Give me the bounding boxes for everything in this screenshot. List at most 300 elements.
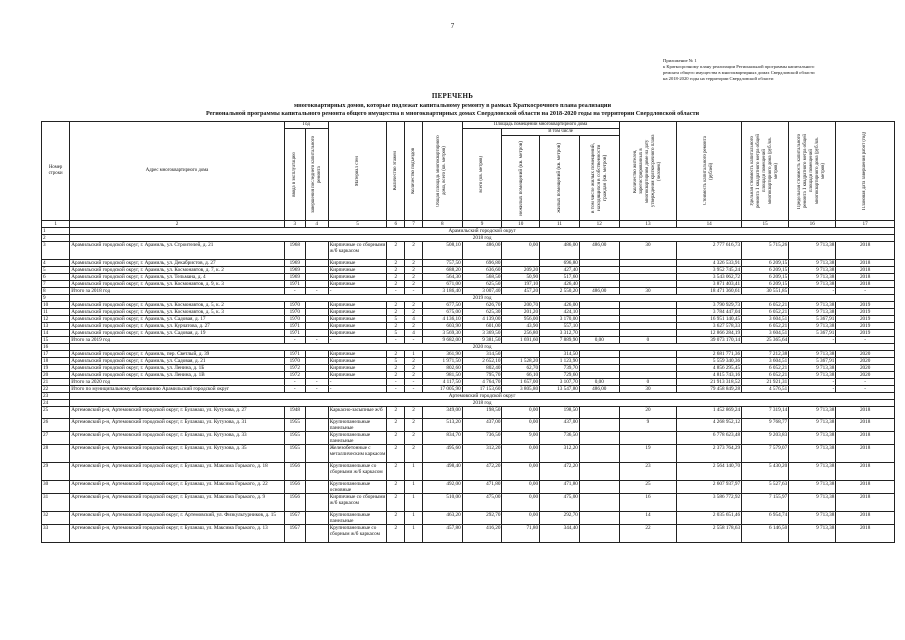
table-cell: 2 035 651,46 [677,512,742,525]
table-cell: 3 170,00 [540,316,580,323]
header-cost: Стоимость капитального ремонта (рублей) [703,136,715,206]
table-cell: Кирпичные со сборными ж/б каркасом [328,494,387,512]
table-cell: - [284,337,305,344]
table-cell: 6 954,74 [742,512,789,525]
document-subtitle: многоквартирных домов, которые подлежат капитальному ремонту в рамках Краткосрочного плана реализации [293,102,612,109]
table-cell: 79 458 849,28 [677,386,742,393]
table-cell: 2 [405,372,423,379]
header-premises-total: всего (кв. метров) [479,156,485,193]
document-title: ПЕРЕЧЕНЬ [431,92,474,100]
table-cell: 457,20 [502,288,540,295]
table-cell [305,525,328,543]
table-cell: 292,70 [540,512,580,525]
table-cell: 2 [405,274,423,281]
table-cell: 426,00 [540,302,580,309]
table-cell [579,267,619,274]
table-cell: 9 713,38 [789,351,836,358]
table-cell [579,260,619,267]
table-cell: 736,50 [462,432,502,445]
header-entrances: Количество подъездов [410,148,416,194]
table-cell [579,365,619,372]
table-cell: 625,50 [462,281,502,288]
table-cell: 1 452 869,24 [677,407,742,419]
table-cell: Кирпичные [328,372,387,379]
address-cell: Арамильский городской округ, г. Арамиль, ул. Садовая, д. 19 [70,330,285,337]
table-cell: 688,20 [422,267,462,274]
table-cell: 636,60 [462,267,502,274]
row-number: 27 [42,432,70,445]
row-number: 15 [42,337,70,344]
table-cell: - [328,337,387,344]
table-cell: 4 326 533,91 [677,260,742,267]
table-cell: 2 [387,309,405,316]
table-cell: 9 713,38 [789,372,836,379]
table-row [42,407,895,419]
table-cell [305,274,328,281]
section-row [42,400,895,407]
header-floors: Количество этажей [392,151,398,191]
table-cell: 1969 [284,267,305,274]
table-cell [579,330,619,337]
table-cell: 1970 [284,358,305,365]
table-cell: 16 951 140,45 [677,316,742,323]
table-cell: 2019 [836,316,895,323]
address-cell: Арамильский городской округ, г. Арамиль, ул. Ленина, д. 1В [70,372,285,379]
table-cell: 6 052,21 [742,323,789,330]
table-cell [502,351,540,358]
table-cell: 25 365,64 [742,337,789,344]
table-cell: 9 713,38 [789,525,836,543]
section-title: 2018 год [70,400,895,407]
table-cell [579,358,619,365]
document-title-block [0,92,905,117]
table-cell: 25 [619,481,677,494]
section-title: Арамильский городской округ [70,228,895,235]
table-cell [305,419,328,432]
table-row [42,302,895,309]
table-cell: Кирпичные [328,274,387,281]
table-cell: 30 [619,288,677,295]
table-cell: 12 866 284,19 [677,330,742,337]
table-cell: 1 [405,351,423,358]
table-cell [619,372,677,379]
address-cell: Артемовский р-н, Артемовский городской округ, г. Буланаш, ул. Кутузова, д. 31 [70,419,285,432]
table-cell: - [836,379,895,386]
table-cell: 9 [619,419,677,432]
table-row [42,351,895,358]
table-cell: 314,50 [462,351,502,358]
table-cell: 471,80 [462,481,502,494]
row-number: 14 [42,330,70,337]
table-cell: Кирпичные [328,302,387,309]
address-cell: Итого за 2018 год [70,288,285,295]
table-cell: Кирпичные [328,323,387,330]
address-cell: Артемовский р-н, Артемовский городской округ, г. Буланаш, ул. Максима Горького, д. 18 [70,463,285,481]
appendix-line: на 2018-2020 годы на территории Свердловской области [663,76,774,81]
table-cell: 1955 [284,419,305,432]
appendix-note [663,58,893,82]
table-cell: 1956 [284,494,305,512]
column-number: 4 [305,221,328,228]
address-cell: Арамильский городской округ, г. Арамиль, ул. Ленина, д. 1Б [70,365,285,372]
table-cell: 1 [405,525,423,543]
table-cell: 4 117,50 [422,379,462,386]
table-cell: 795,70 [462,372,502,379]
table-cell: 17 005,90 [422,386,462,393]
table-cell: 1969 [284,260,305,267]
table-cell [305,351,328,358]
table-cell: 1970 [284,309,305,316]
table-cell: 564,30 [422,274,462,281]
column-number: 14 [677,221,742,228]
table-cell: 2 777 616,73 [677,242,742,260]
table-cell: 21 921,31 [742,379,789,386]
address-cell: Артемовский р-н, Артемовский городской округ, г. Буланаш, ул. Максима Горького, д. 13 [70,525,285,543]
table-cell: 475,00 [462,494,502,512]
table-row [42,288,895,295]
column-number: 11 [540,221,580,228]
table-cell: 6 778 623,48 [677,432,742,445]
table-cell: 2018 [836,494,895,512]
row-number: 17 [42,351,70,358]
table-row [42,463,895,481]
table-cell: 1 971,50 [422,358,462,365]
table-cell: 5 430,20 [742,463,789,481]
address-cell: Арамильский городской округ, г. Арамиль, ул. Декабристов, д. 27 [70,260,285,267]
table-cell: 802,40 [462,365,502,372]
table-cell: - [836,337,895,344]
table-cell: 463,20 [422,512,462,525]
table-cell: 9 713,38 [789,494,836,512]
table-cell: 0,00 [502,512,540,525]
table-cell: 2 [387,432,405,445]
table-cell: 9 713,38 [789,267,836,274]
table-row [42,242,895,260]
address-cell: Арамильский городской округ, г. Арамиль, ул. Космонавтов, д. 7, к. 2 [70,267,285,274]
table-row [42,309,895,316]
table-cell [305,323,328,330]
table-cell: 2 681 771,36 [677,351,742,358]
table-cell [579,302,619,309]
table-cell: 2 [387,260,405,267]
table-cell [305,267,328,274]
table-cell: 671,00 [422,281,462,288]
table-row [42,481,895,494]
table-cell: - [789,379,836,386]
table-cell: 39 073 170,14 [677,337,742,344]
column-number: 16 [789,221,836,228]
table-cell: - [284,379,305,386]
table-cell [305,316,328,323]
table-cell: 601,00 [462,323,502,330]
table-cell: 3 627 578,33 [677,323,742,330]
table-cell: 1 [405,512,423,525]
table-cell: 424,10 [540,309,580,316]
table-cell [305,302,328,309]
table-cell: - [328,386,387,393]
table-cell: 2 [387,323,405,330]
table-cell: 2020 [836,351,895,358]
table-cell: 7 212,38 [742,351,789,358]
table-cell: 2018 [836,445,895,463]
column-number: 1 [42,221,70,228]
row-number: 19 [42,365,70,372]
table-cell: 508,10 [422,242,462,260]
table-cell: 834,70 [422,432,462,445]
houses-table [41,121,895,543]
table-row [42,419,895,432]
table-cell: 5 367,91 [789,358,836,365]
table-cell [502,260,540,267]
table-cell: 486,00 [462,242,502,260]
table-cell: 7 889,90 [540,337,580,344]
table-cell: 3 784 447,04 [677,309,742,316]
column-number: 7 [405,221,423,228]
table-cell: 9 713,38 [789,481,836,494]
table-cell: Крупнопанельные панельные [328,419,387,432]
address-cell: Арамильский городской округ, г. Арамиль, пер. Светлый, д. 39 [70,351,285,358]
table-cell: 1968 [284,242,305,260]
table-cell: 486,00 [579,242,619,260]
address-cell: Итого за 2020 год [70,379,285,386]
table-cell: Кирпичные [328,358,387,365]
table-cell: 6 209,15 [742,274,789,281]
table-cell: 5 527,63 [742,481,789,494]
table-cell: 2 [387,445,405,463]
table-cell: 4 136,10 [422,316,462,323]
table-cell: 1955 [284,432,305,445]
table-cell: 4 [405,316,423,323]
row-number: 6 [42,274,70,281]
table-cell: 1948 [284,407,305,419]
table-cell: 30 [619,242,677,260]
row-number: 30 [42,481,70,494]
table-cell: 9 713,38 [789,242,836,260]
column-number: 6 [387,221,405,228]
table-cell: 20 [619,407,677,419]
table-cell: 677,50 [422,302,462,309]
table-cell [305,309,328,316]
row-number: 5 [42,267,70,274]
column-number: 9 [462,221,502,228]
table-cell: 2 [405,365,423,372]
table-cell: 4 576,51 [742,386,789,393]
table-cell: 557,10 [540,323,580,330]
table-cell: 3 569,30 [422,330,462,337]
address-cell: Арамильский городской округ, г. Арамиль, ул. Космонавтов, д. 5, к. 2 [70,302,285,309]
document-subtitle-2: Региональной программы капитального ремонта общего имущества в многоквартирных домах Свердловской области на 2018-2020 годы на территории Свердловской области [205,110,700,117]
table-cell: 736,50 [540,432,580,445]
table-cell: Кирпичные [328,330,387,337]
table-cell: 2 [387,372,405,379]
table-cell: 2018 [836,432,895,445]
table-cell: Кирпичные [328,365,387,372]
table-cell: 2019 [836,302,895,309]
row-number: 18 [42,358,70,365]
table-cell [619,351,677,358]
row-number: 8 [42,288,70,295]
table-cell: 198,50 [540,407,580,419]
header-nonresidential: нежилых помещений (кв. метров) [517,140,524,216]
table-cell: 568,50 [462,274,502,281]
address-cell: Артемовский р-н, Артемовский городской округ, г. Артемовский, ул. Физкультурников, д. 15 [70,512,285,525]
table-cell: 50,90 [502,274,540,281]
table-cell: 2 [405,302,423,309]
table-cell: 498,40 [422,463,462,481]
table-cell: 19 [619,445,677,463]
table-cell: 2 550,20 [540,288,580,295]
table-cell: 0,00 [502,445,540,463]
table-cell [579,274,619,281]
table-cell: - [405,288,423,295]
row-number: 31 [42,494,70,512]
row-number: 25 [42,407,70,419]
column-number: 5 [328,221,387,228]
table-cell: - [836,288,895,295]
row-number: 28 [42,445,70,463]
table-cell: 9 713,38 [789,281,836,288]
table-cell: 2018 [836,419,895,432]
table-cell: 4 764,70 [462,379,502,386]
table-cell: Кирпичные [328,260,387,267]
table-cell: 344,40 [540,525,580,543]
table-cell: 62,70 [502,365,540,372]
header-address: Адрес многоквартирного дома [70,122,285,221]
table-cell: 209,20 [502,267,540,274]
table-row [42,386,895,393]
table-cell: 437,00 [462,419,502,432]
table-cell: 437,00 [540,419,580,432]
section-row [42,295,895,302]
table-cell: 23 [619,463,677,481]
table-cell: 486,00 [579,386,619,393]
row-number: 12 [42,316,70,323]
table-cell: 2018 [836,281,895,288]
row-number: 20 [42,372,70,379]
table-cell: 1971 [284,330,305,337]
table-cell: 625,30 [462,309,502,316]
column-number: 13 [619,221,677,228]
table-cell: 2019 [836,323,895,330]
address-cell: Итого по муниципальному образованию Арамильский городской округ [70,386,285,393]
section-row [42,344,895,351]
column-number: 3 [284,221,305,228]
table-cell: 3 586 772,92 [677,494,742,512]
column-numbers-row [42,221,895,228]
table-cell: 1972 [284,372,305,379]
row-number: 22 [42,386,70,393]
table-cell: 312,20 [462,445,502,463]
table-cell: 4 268 952,12 [677,419,742,432]
address-cell: Артемовский р-н, Артемовский городской округ, г. Буланаш, ул. Кутузова, д. 33 [70,432,285,445]
table-cell: 0,00 [579,337,619,344]
table-cell: - [789,288,836,295]
table-cell: 200,70 [502,302,540,309]
table-cell [619,316,677,323]
section-title: Артемовский городской округ [70,393,895,400]
table-cell: 2 [405,323,423,330]
table-cell: - [305,386,328,393]
table-body [42,228,895,543]
table-cell: Крупнопанельные панельные [328,432,387,445]
table-row [42,323,895,330]
table-cell: 3 312,70 [540,330,580,337]
header-including: В том числе [502,129,619,136]
table-cell: 2020 [836,365,895,372]
table-cell: 0 [619,337,677,344]
table-cell: 1 123,90 [540,358,580,365]
table-cell: 2 [405,242,423,260]
address-cell: Арамильский городской округ, г. Арамиль, ул. Садовая, д. 17 [70,316,285,323]
table-cell: 312,20 [540,445,580,463]
table-cell [305,445,328,463]
table-cell: Крупнопанельные со сборными ж/б каркасом [328,463,387,481]
header-residents: Количество жителей, зарегистрированных в многоквартирном доме на дату утверждения краткосрочного плана (человек) [632,134,662,208]
header-num: Номер строки [42,122,70,221]
table-cell: 43,90 [502,323,540,330]
table-cell [619,309,677,316]
table-cell: 603,90 [422,323,462,330]
table-cell: 0,00 [502,481,540,494]
table-cell [579,463,619,481]
table-cell: - [836,386,895,393]
table-cell: 1972 [284,365,305,372]
table-cell [305,330,328,337]
table-row [42,337,895,344]
header-residential-owned: в том числе жилых помещений, находящихся в собственности граждан (кв. метров) [590,143,609,213]
table-cell [305,407,328,419]
table-cell: 9 713,38 [789,274,836,281]
table-cell: 1969 [284,274,305,281]
table-cell: 9 682,00 [422,337,462,344]
table-cell: 2018 [836,463,895,481]
table-cell: 3 604,51 [742,316,789,323]
column-number: 8 [422,221,462,228]
header-unit-cost: Удельная стоимость капитального ремонта 1 квадратного метра общей площади помещений многоквартирного дома (руб./кв. метров) [750,134,780,208]
table-cell: 256,80 [502,330,540,337]
table-row [42,379,895,386]
table-cell: 3 007,40 [462,288,502,295]
table-cell: 2 558 178,63 [677,525,742,543]
table-cell: 2 [405,358,423,365]
table-cell [579,525,619,543]
table-cell: 2 [387,351,405,358]
table-row [42,274,895,281]
column-number: 17 [836,221,895,228]
column-number: 2 [70,221,285,228]
row-number: 9 [42,295,70,302]
table-cell: 3 952 745,24 [677,267,742,274]
page-number: 7 [450,22,455,30]
table-cell: 4 856 295,45 [677,365,742,372]
address-cell: Артемовский р-н, Артемовский городской округ, г. Буланаш, ул. Кутузова, д. 27 [70,407,285,419]
section-row [42,228,895,235]
table-cell [305,358,328,365]
table-cell: 13 547,80 [540,386,580,393]
table-cell: 3 369,50 [462,330,502,337]
table-cell [619,267,677,274]
row-number: 26 [42,419,70,432]
table-cell: 6 209,15 [742,281,789,288]
row-number: 3 [42,242,70,260]
table-cell [619,302,677,309]
table-cell: 471,80 [540,481,580,494]
table-cell: 2 [405,445,423,463]
table-cell: 2020 [836,372,895,379]
table-cell [305,494,328,512]
table-cell: 2018 [836,274,895,281]
table-cell [579,323,619,330]
